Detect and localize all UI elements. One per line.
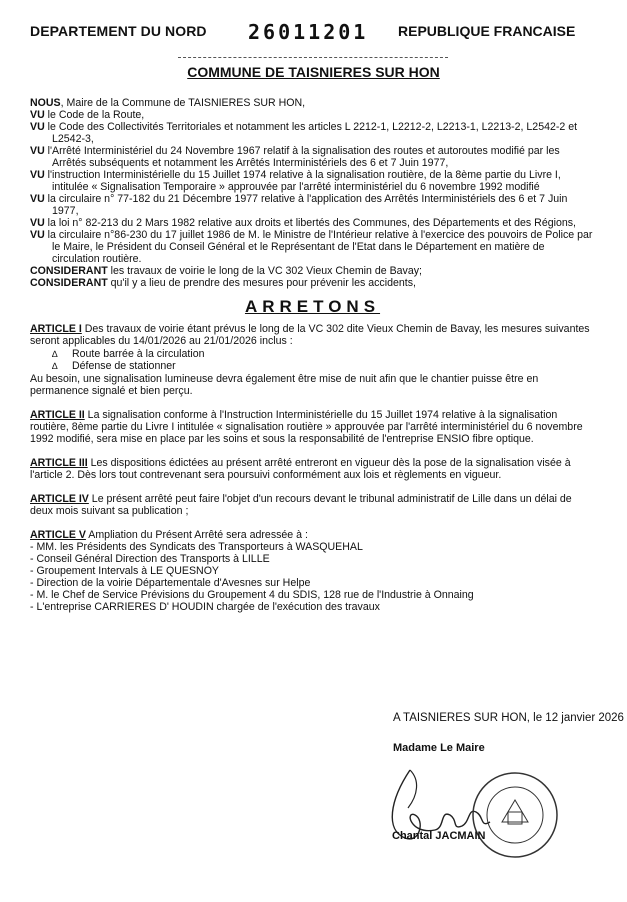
article-label: ARTICLE V	[30, 529, 86, 541]
list-item: ∆ Défense de stationner	[52, 360, 176, 372]
preamble-line: VU la circulaire n° 77-182 du 21 Décembre 1977 relative à l'application des Arrêtés Interministériels des 6 et 7 Juin 1977,	[30, 193, 568, 217]
preamble-line: CONSIDERANT qu'il y a lieu de prendre des mesures pour prévenir les accidents,	[30, 277, 416, 289]
preamble-line: VU l'Arrêté Interministériel du 24 Novembre 1967 relatif à la signalisation des routes et autoroutes modifié par les Arrêtés subséquents et notamment les Arrêtés Interministériels des 6 et 7 Juin 1977,	[30, 145, 560, 169]
republic-label: REPUBLIQUE FRANCAISE	[398, 23, 576, 39]
article-4: ARTICLE IV Le présent arrêté peut faire l'objet d'un recours devant le tribunal administratif de Lille dans un délai de deux mois suivant sa publication ;	[30, 493, 572, 517]
article-2: ARTICLE II La signalisation conforme à l'Instruction Interministérielle du 15 Juillet 1974 relative à la signalisation routière, 8ème partie du Livre I intitulée « signalisation routière » approuvée par l'arrêté interministériel du 6 novembre 1992 modifié, sera mise en place par les soins et sous la responsabilité de l'entreprise ENSIO fibre optique.	[30, 409, 583, 445]
signer-title: Madame Le Maire	[393, 742, 485, 754]
preamble-line: VU la circulaire n°86-230 du 17 juillet 1986 de M. le Ministre de l'Intérieur relative à l'exercice des pouvoirs de Police par le Maire, le Président du Conseil Général et le Représentant de l'Etat dans le Département en matière de circulation routière.	[30, 229, 593, 265]
arretons-heading: ARRETONS	[244, 297, 381, 316]
preamble-line: VU le Code des Collectivités Territoriales et notamment les articles L 2212-1, L2212-2, L2213-1, L2213-2, L2542-2 et L2542-3,	[30, 121, 578, 145]
list-item: - L'entreprise CARRIERES D' HOUDIN chargée de l'exécution des travaux	[30, 601, 380, 613]
preamble-line: VU le Code de la Route,	[30, 109, 145, 121]
mairie-seal-icon	[470, 770, 560, 860]
list-item: ∆ Route barrée à la circulation	[52, 348, 205, 360]
preamble-line: CONSIDERANT les travaux de voirie le long de la VC 302 Vieux Chemin de Bavay;	[30, 265, 422, 277]
department-label: DEPARTEMENT DU NORD	[30, 23, 207, 39]
list-item: - M. le Chef de Service Prévisions du Groupement 4 du SDIS, 128 rue de l'Industrie à Onnaing	[30, 589, 474, 601]
recipients-list	[30, 541, 595, 613]
article-label: ARTICLE III	[30, 457, 88, 469]
measures-list	[52, 348, 595, 372]
list-item: - Direction de la voirie Départementale d'Avesnes sur Helpe	[30, 577, 311, 589]
list-item: - Conseil Général Direction des Transports à LILLE	[30, 553, 270, 565]
document-header	[0, 20, 627, 50]
header-divider	[178, 57, 448, 58]
commune-title: COMMUNE DE TAISNIERES SUR HON	[187, 64, 440, 80]
article-3: ARTICLE III Les dispositions édictées au présent arrêté entreront en vigueur dès la pose de la signalisation visée à l'article 2. Dès lors tout contrevenant sera poursuivi conformément aux lois et règlements en vigueur.	[30, 457, 571, 481]
signer-name: Chantal JACMAIN	[392, 830, 486, 842]
preamble-line: NOUS, Maire de la Commune de TAISNIERES SUR HON,	[30, 97, 306, 109]
article-5: ARTICLE V Ampliation du Présent Arrêté sera adressée à : - MM. les Présidents des Syndicats des Transporteurs à WASQUEHAL - Conseil Général Direction des Transports à LILLE - Groupement Intervals à LE QUESNOY - Direction de la voirie Départementale d'Avesnes sur Helpe - M. le Chef de Service Prévisions du Groupement 4 du SDIS, 128 rue de l'Industrie à Onnaing - L'entreprise CARRIERES D' HOUDIN chargée de l'exécution des travaux	[30, 529, 595, 613]
list-item: - MM. les Présidents des Syndicats des Transporteurs à WASQUEHAL	[30, 541, 363, 553]
article-1: ARTICLE I Des travaux de voirie étant prévus le long de la VC 302 dite Vieux Chemin de Bavay, les mesures suivantes seront applicables du 14/01/2026 au 21/01/2026 inclus : ∆ Route barrée à la circulation ∆ Défense de stationner Au besoin, une signalisation lumineuse devra également être mise de nuit afin que le chantier puisse être en permanence signalé et bien perçu.	[30, 323, 595, 397]
preamble-line: VU l'instruction Interministérielle du 15 Juillet 1974 relative à la signalisation routière, de la 8ème partie du Livre I, intitulée « Signalisation Temporaire » approuvée par l'arrêté interministériel du 6 novembre 1992 modifié	[30, 169, 561, 193]
article-label: ARTICLE II	[30, 409, 85, 421]
article-label: ARTICLE I	[30, 323, 82, 335]
signature-date: A TAISNIERES SUR HON, le 12 janvier 2026	[393, 712, 624, 724]
decree-number: 26011201	[248, 20, 369, 44]
list-item: - Groupement Intervals à LE QUESNOY	[30, 565, 219, 577]
preamble	[30, 97, 595, 289]
article-label: ARTICLE IV	[30, 493, 89, 505]
triangle-bullet-icon: ∆	[52, 349, 58, 359]
preamble-line: VU la loi n° 82-213 du 2 Mars 1982 relative aux droits et libertés des Communes, des Départements et des Régions,	[30, 217, 576, 229]
decree-body	[30, 97, 595, 625]
triangle-bullet-icon: ∆	[52, 361, 58, 371]
article-1-note: Au besoin, une signalisation lumineuse devra également être mise de nuit afin que le chantier puisse être en permanence signalé et bien perçu.	[30, 373, 539, 397]
